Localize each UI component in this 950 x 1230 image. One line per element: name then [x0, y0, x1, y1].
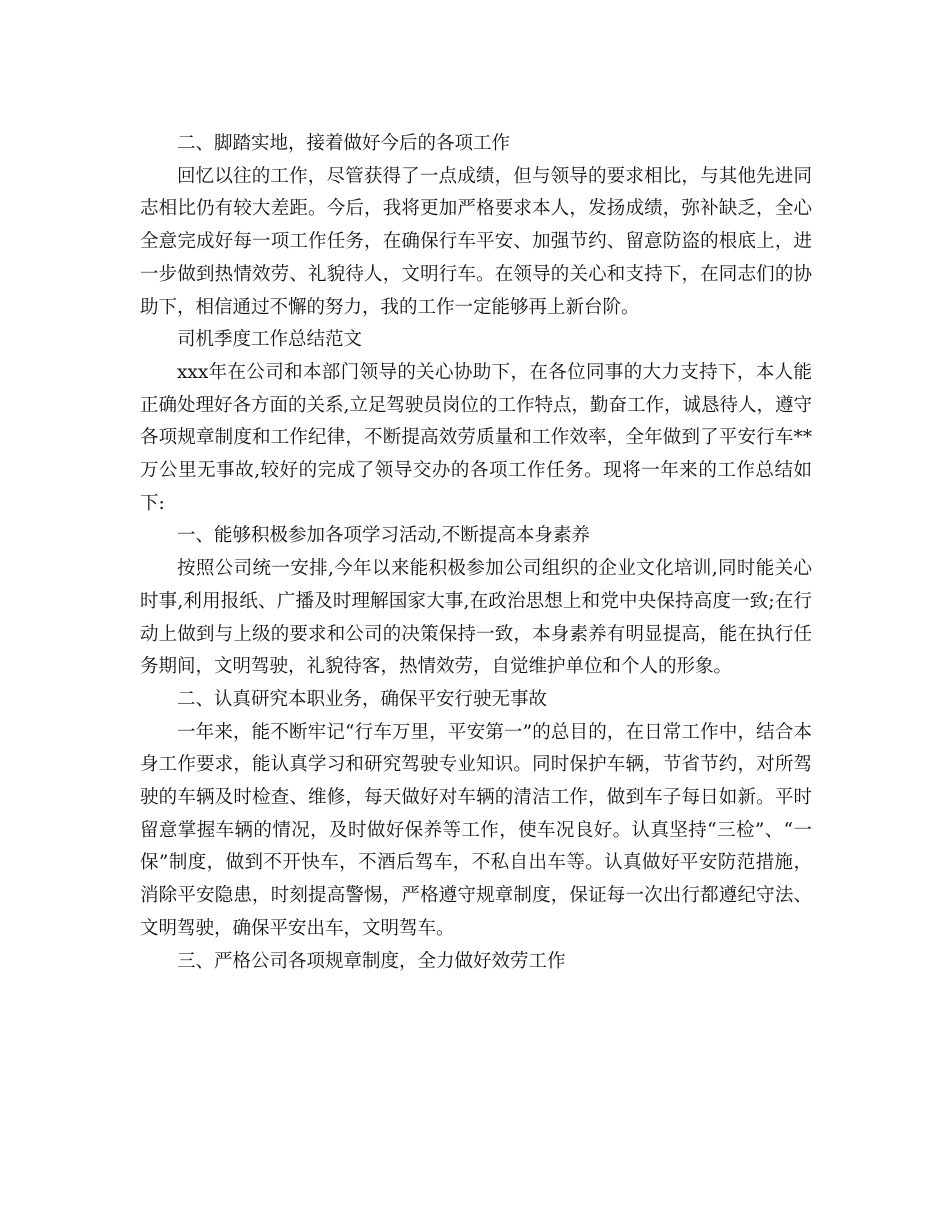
section-heading-2: 二、认真研究本职业务，确保平安行驶无事故 — [177, 688, 548, 710]
document-body — [140, 128, 812, 978]
document-title: 司机季度工作总结范文 — [177, 329, 363, 351]
section-heading-2: 二、脚踏实地，接着做好今后的各项工作 — [177, 133, 511, 154]
paragraph: 回忆以往的工作，尽管获得了一点成绩，但与领导的要求相比，与其他先进同志相比仍有较大差距。今后，我将更加严格要求本人，发扬成绩，弥补缺乏，全心全意完成好每一项工作任务，在确保行车平安、加强节约、留意防盗的根底上，进一步做到热情效劳、礼貌待人，文明行车。在领导的关心和支持下，在同志们的协助下，相信通过不懈的努力，我的工作一定能够再上新台阶。 — [140, 165, 812, 318]
section-heading-1: 一、能够积极参加各项学习活动,不断提高本身素养 — [177, 525, 590, 547]
paragraph: 一年来，能不断牢记“行车万里，平安第一”的总目的，在日常工作中，结合本身工作要求，能认真学习和研究驾驶专业知识。同时保护车辆，节省节约，对所驾驶的车辆及时检查、维修，每天做好对车辆的清洁工作，做到车子每日如新。平时留意掌握车辆的情况，及时做好保养等工作，使车况良好。认真坚持“三检”、“一保”制度，做到不开快车，不酒后驾车，不私自出车等。认真做好平安防范措施，消除平安隐患，时刻提高警惕，严格遵守规章制度，保证每一次出行都遵纪守法、文明驾驶，确保平安出车，文明驾车。 — [140, 721, 812, 939]
paragraph: xxx年在公司和本部门领导的关心协助下，在各位同事的大力支持下，本人能正确处理好各方面的关系,立足驾驶员岗位的工作特点，勤奋工作，诚恳待人，遵守各项规章制度和工作纪律，不断提高效劳质量和工作效率，全年做到了平安行车**万公里无事故,较好的完成了领导交办的各项工作任务。现将一年来的工作总结如下: — [140, 361, 812, 514]
section-heading-3: 三、严格公司各项规章制度，全力做好效劳工作 — [177, 950, 566, 972]
paragraph: 按照公司统一安排,今年以来能积极参加公司组织的企业文化培训,同时能关心时事,利用报纸、广播及时理解国家大事,在政治思想上和党中央保持高度一致;在行动上做到与上级的要求和公司的决策保持一致，本身素养有明显提高，能在执行任务期间，文明驾驶，礼貌待客，热情效劳，自觉维护单位和个人的形象。 — [140, 558, 812, 678]
